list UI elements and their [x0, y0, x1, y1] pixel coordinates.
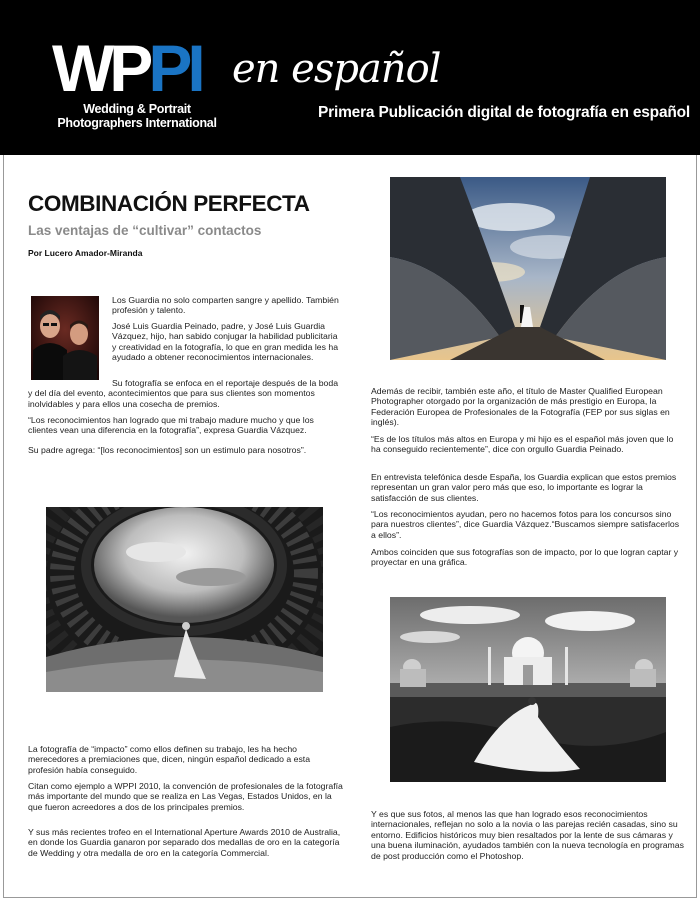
paragraph: “Los reconocimientos ayudan, pero no hacemos fotos para los concursos sino para nuestros clientes”, dice Guardia Vázquez.“Buscamos siempre satisfacerlos a ellos”. [371, 509, 680, 540]
logo-wordmark: WPPI [52, 31, 201, 105]
logo-subtitle: Wedding & Portrait Photographers International [57, 102, 217, 130]
paragraph: Citan como ejemplo a WPPI 2010, la convención de profesionales de la fotografía más importante del mundo que se realiza en Las Vegas, Estados Unidos, en la que fueron acreedores a dos de los principales premios. [28, 781, 343, 812]
article-frame [3, 155, 697, 898]
paragraph: Los Guardia no solo comparten sangre y apellido. También profesión y talento. [112, 295, 339, 316]
paragraph: Su padre agrega: “[los reconocimientos] son un estimulo para nosotros”. [28, 445, 307, 455]
paragraph: En entrevista telefónica desde España, los Guardia explican que estos premios representan un gran valor pero más que eso, lo importante es lograr la satisfacción de sus clientes. [371, 472, 677, 503]
paragraph: Y es que sus fotos, al menos las que han logrado esos reconocimientos internacionales, reflejan no solo a la novia o las parejas recién casadas, sino su entorno. Edificios históricos muy bien resaltados por la lente de sus cámaras y una buena iluminación, ayudados también con la nueva tecnología en programas de post producción como el Photoshop. [371, 809, 684, 861]
paragraph: Su fotografía se enfoca en el reportaje después de la boda y del día del evento, acontecimientos que para sus clientes son momentos inolvidables y para ellos una cosecha de premios. [28, 378, 339, 409]
paragraph: Además de recibir, también este año, el título de Master Qualified European Photographer otorgado por la organización de más prestigio en Europa, la Federación Europea de Profesionales de la Fotografía (FEP por sus siglas en inglés). [371, 386, 670, 428]
paragraph: Ambos coinciden que sus fotografías son de impacto, por lo que logran captar y proyectar en una gráfica. [371, 547, 679, 568]
edition-label: en español [232, 46, 441, 92]
article-title: COMBINACIÓN PERFECTA [28, 191, 310, 217]
paragraph: José Luis Guardia Peinado, padre, y José Luis Guardia Vázquez, hijo, han sabido conjugar la habilidad publicitaria y creatividad en la fotografía, lo que en gran medida les ha ayudado a obtener reconocimientos internacionales. [112, 321, 339, 363]
taj-mahal-photo [390, 597, 666, 782]
article-subtitle: Las ventajas de “cultivar” contactos [28, 223, 262, 238]
paragraph: La fotografía de “impacto” como ellos definen su trabajo, les ha hecho merecedores a premiaciones que, dicen, ningún español dedicado a esta profesión había conseguido. [28, 744, 311, 775]
courtyard-photo [46, 507, 323, 692]
article-byline: Por Lucero Amador-Miranda [28, 248, 143, 258]
wppi-logo[interactable] [52, 31, 217, 131]
paragraph: “Los reconocimientos han logrado que mi trabajo madure mucho y que los clientes vean una diferencia en la fotografía”, expresa Guardia Vázquez. [28, 415, 314, 436]
bridge-photo [390, 177, 666, 360]
paragraph: “Es de los títulos más altos en Europa y mi hijo es el español más joven que lo ha conseguido recientemente”, dice con orgullo Guardia Peinado. [371, 434, 674, 455]
portrait-photo [31, 296, 99, 380]
tagline: Primera Publicación digital de fotografía en español [318, 104, 691, 121]
masthead [0, 0, 700, 155]
paragraph: Y sus más recientes trofeo en el International Aperture Awards 2010 de Australia, en donde los Guardia ganaron por separado dos medallas de oro en la categoría de Wedding y otra medalla de oro en la categoría Commercial. [28, 827, 341, 858]
